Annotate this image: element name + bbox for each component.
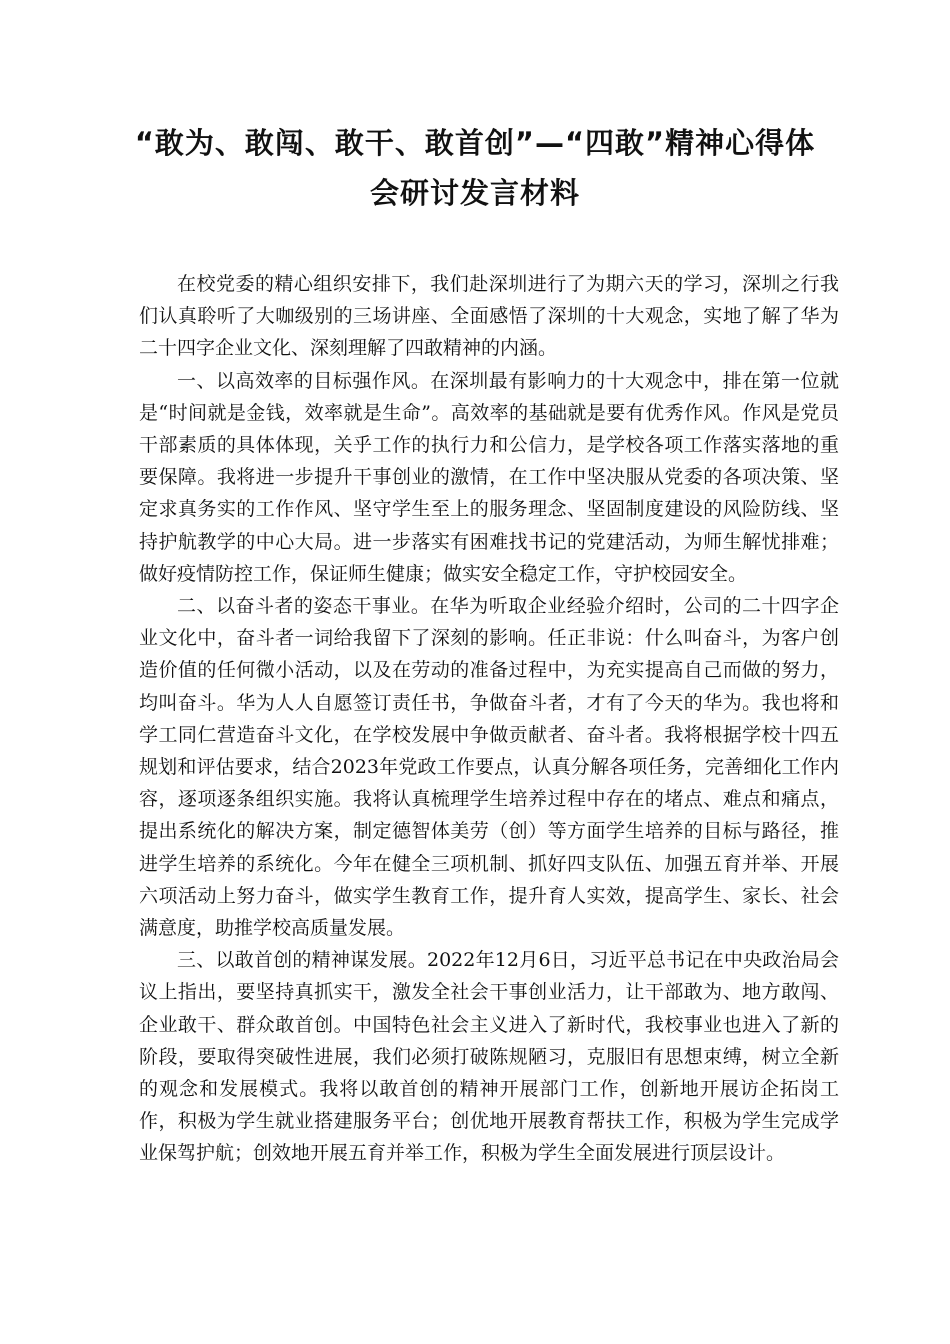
title-line-2: 会研讨发言材料 <box>369 176 580 210</box>
paragraph-intro: 在校党委的精心组织安排下，我们赴深圳进行了为期六天的学习，深圳之行我们认真聆听了大咖级别的三场讲座、全面感悟了深圳的十大观念，实地了解了华为二十四字企业文化、深刻理解了四敢精神的内涵。 <box>139 273 839 360</box>
title-line-1: “敢为、敢闯、敢干、敢首创”—“四敢”精神心得体 <box>134 126 816 160</box>
paragraph-section-3: 三、以敢首创的精神谋发展。2022年12月6日，习近平总书记在中央政治局会议上指出，要坚持真抓实干，激发全社会干事创业活力，让干部敢为、地方敢闯、企业敢干、群众敢首创。中国特色社会主义进入了新时代，我校事业也进入了新的阶段，要取得突破性进展，我们必须打破陈规陋习，克服旧有思想束缚，树立全新的观念和发展模式。我将以敢首创的精神开展部门工作，创新地开展访企拓岗工作，积极为学生就业搭建服务平台；创优地开展教育帮扶工作，积极为学生完成学业保驾护航；创效地开展五育并举工作，积极为学生全面发展进行顶层设计。 <box>139 949 839 1165</box>
paragraph-section-1: 一、以高效率的目标强作风。在深圳最有影响力的十大观念中，排在第一位就是“时间就是金钱，效率就是生命”。高效率的基础就是要有优秀作风。作风是党员干部素质的具体体现，关乎工作的执行力和公信力，是学校各项工作落实落地的重要保障。我将进一步提升干事创业的激情，在工作中坚决服从党委的各项决策、坚定求真务实的工作作风、坚守学生至上的服务理念、坚固制度建设的风险防线、坚持护航教学的中心大局。进一步落实有困难找书记的党建活动，为师生解忧排难；做好疫情防控工作，保证师生健康；做实安全稳定工作，守护校园安全。 <box>139 369 839 585</box>
paragraph-section-2: 二、以奋斗者的姿态干事业。在华为听取企业经验介绍时，公司的二十四字企业文化中，奋斗者一词给我留下了深刻的影响。任正非说：什么叫奋斗，为客户创造价值的任何微小活动，以及在劳动的准备过程中，为充实提高自己而做的努力，均叫奋斗。华为人人自愿签订责任书，争做奋斗者，才有了今天的华为。我也将和学工同仁营造奋斗文化，在学校发展中争做贡献者、奋斗者。我将根据学校十四五规划和评估要求，结合2023年党政工作要点，认真分解各项任务，完善细化工作内容，逐项逐条组织实施。我将认真梳理学生培养过程中存在的堵点、难点和痛点，提出系统化的解决方案，制定德智体美劳（创）等方面学生培养的目标与路径，推进学生培养的系统化。今年在健全三项机制、抓好四支队伍、加强五育并举、开展六项活动上努力奋斗，做实学生教育工作，提升育人实效，提高学生、家长、社会满意度，助推学校高质量发展。 <box>139 595 839 940</box>
document-body <box>139 268 839 1170</box>
document-title <box>100 118 850 218</box>
